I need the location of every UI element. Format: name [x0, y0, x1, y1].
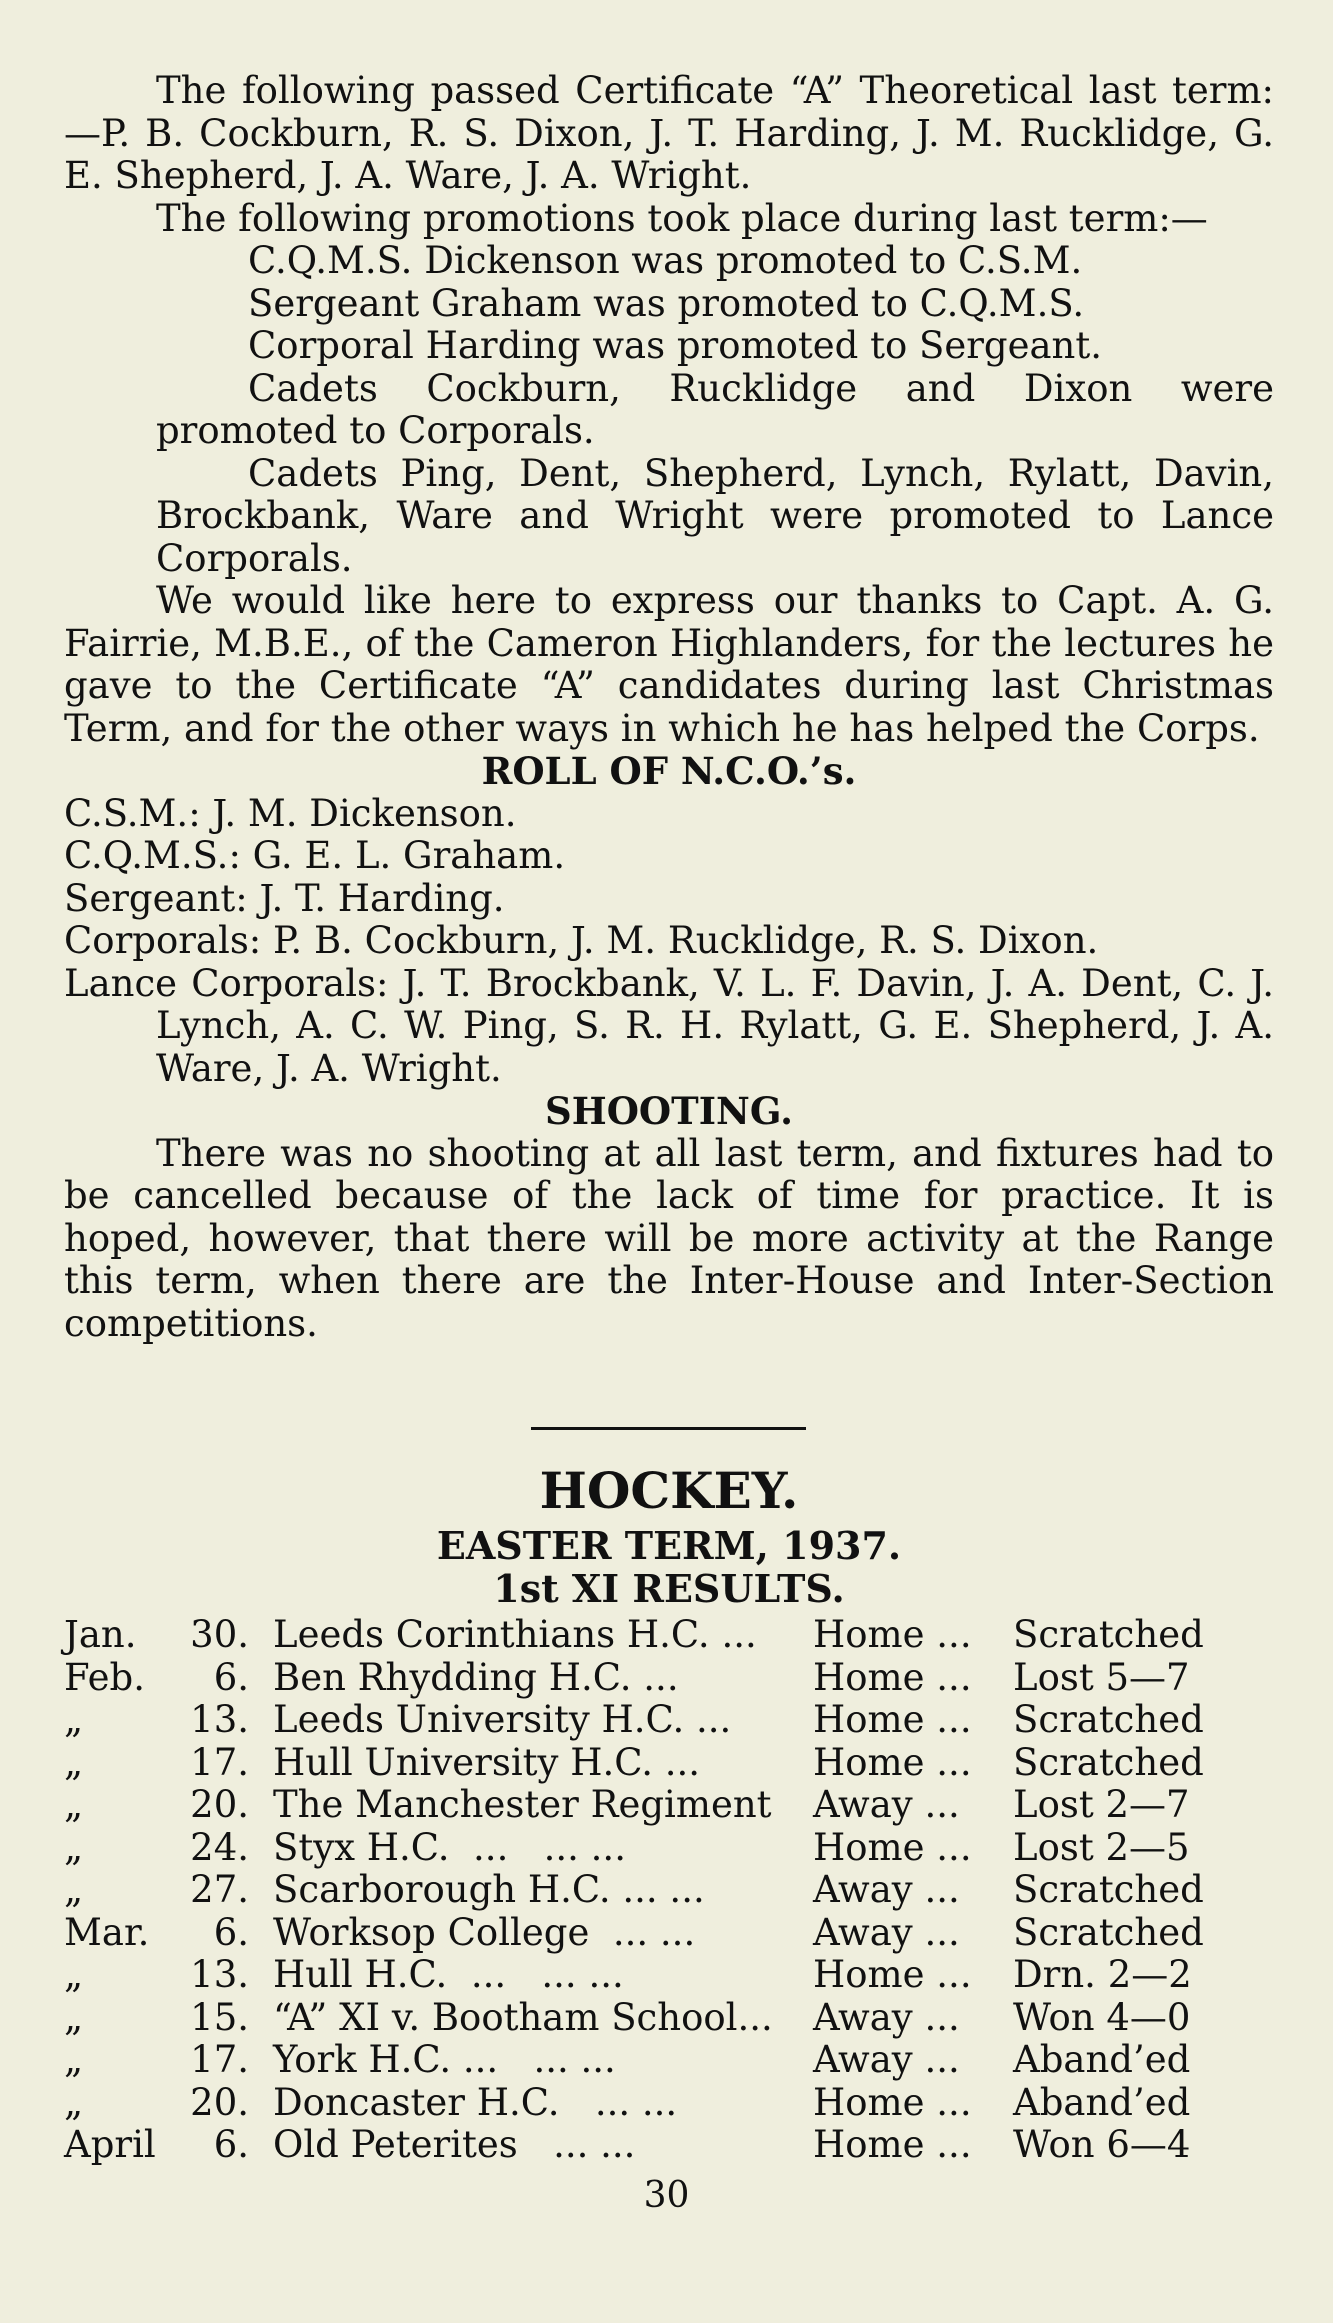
- roll-entry: C.S.M.: J. M. Dickenson.: [64, 791, 517, 835]
- result-day: 30.: [190, 1613, 249, 1656]
- result-row: [64, 1912, 1273, 1955]
- opponent-name: Scarborough H.C. ...: [273, 1868, 658, 1911]
- result-venue: [813, 1742, 1013, 1785]
- result-venue: [813, 2039, 1013, 2082]
- roll-entry: C.Q.M.S.: G. E. L. Graham.: [64, 834, 566, 877]
- leader-dots: ...: [912, 2038, 960, 2081]
- result-outcome: Scratched: [1013, 1868, 1204, 1911]
- result-opponent: [273, 1997, 813, 2040]
- leader-dots: ...: [924, 1825, 972, 1869]
- leader-dots: ...: [631, 1655, 679, 1699]
- result-month: „: [64, 1698, 84, 1741]
- result-month: „: [64, 1953, 84, 1996]
- venue-name: Away: [813, 1910, 913, 1954]
- opponent-name: Leeds Corinthians H.C.: [273, 1613, 710, 1656]
- result-opponent: [273, 1954, 813, 1997]
- leader-dots: ...: [648, 1910, 696, 1954]
- result-month: „: [64, 1825, 84, 1869]
- hockey-term: EASTER TERM, 1937.: [436, 1523, 902, 1568]
- result-day: 20.: [190, 2080, 249, 2124]
- result-day: 20.: [190, 1783, 249, 1826]
- leader-dots: ...: [924, 2080, 972, 2124]
- result-month: Feb.: [64, 1655, 145, 1699]
- roll-entry: Lance Corporals: J. T. Brockbank, V. L. F. Davin, J. A. Dent, C. J. Lynch, A. C. W. Ping, S. R. H. Rylatt, G. E. Shepherd, J. A. Ware, J. A. Wright.: [64, 961, 1274, 1090]
- result-opponent: [273, 1784, 813, 1827]
- opponent-name: Doncaster H.C. ...: [273, 2080, 631, 2124]
- result-row: [64, 2124, 1273, 2167]
- leader-dots: ...: [924, 1698, 972, 1741]
- result-outcome: Scratched: [1013, 1698, 1204, 1741]
- leader-dots: ...: [924, 1655, 972, 1699]
- leader-dots: ...: [924, 1953, 972, 1996]
- result-day: 27.: [190, 1868, 249, 1911]
- thanks-paragraph: We would like here to express our thanks to Capt. A. G. Fairrie, M.B.E., of the Cameron Highlanders, for the lectures he gave to the Certificate “A” candidates during last Christmas Term, and for the other ways in which he has helped the Corps.: [64, 579, 1274, 750]
- result-opponent: [273, 1827, 813, 1870]
- shooting-paragraph: There was no shooting at all last term, and fixtures had to be cancelled because of the lack of time for practice. It is hoped, however, that there will be more activity at the Range this term, when there are the Inter-House and Inter-Section competitions.: [64, 1131, 1274, 1345]
- venue-name: Home: [813, 1740, 925, 1784]
- result-venue: [813, 2124, 1013, 2167]
- result-outcome: Aband’ed: [1013, 2038, 1191, 2081]
- venue-name: Home: [813, 1953, 925, 1996]
- hockey-title: HOCKEY.: [539, 1461, 799, 1520]
- leader-dots: ...: [709, 1613, 757, 1656]
- result-row: [64, 1614, 1273, 1657]
- result-opponent: [273, 2124, 813, 2167]
- result-day: 15.: [190, 1995, 249, 2039]
- result-outcome: Aband’ed: [1013, 2080, 1191, 2124]
- venue-name: Home: [813, 1613, 925, 1656]
- result-month: „: [64, 2080, 84, 2124]
- venue-name: Home: [813, 1655, 925, 1699]
- result-outcome: Drn. 2—2: [1013, 1953, 1192, 1996]
- venue-name: Away: [813, 1995, 913, 2039]
- result-month: „: [64, 1868, 84, 1911]
- opponent-name: Hull H.C. ... ...: [273, 1953, 577, 1996]
- venue-name: Away: [813, 2038, 913, 2081]
- opponent-name: Ben Rhydding H.C.: [273, 1655, 632, 1699]
- result-row: [64, 2082, 1273, 2125]
- result-venue: [813, 1997, 1013, 2040]
- venue-name: Away: [813, 1868, 913, 1911]
- promotion-line: Corporal Harding was promoted to Sergeant.: [248, 324, 1103, 367]
- result-row: [64, 1742, 1273, 1785]
- leader-dots: ...: [630, 2080, 678, 2124]
- result-row: [64, 2039, 1273, 2082]
- result-venue: [813, 1614, 1013, 1657]
- hockey-section: [64, 1458, 1274, 2167]
- result-opponent: [273, 1699, 813, 1742]
- result-outcome: Won 4—0: [1013, 1995, 1191, 2039]
- result-row: [64, 1657, 1273, 1700]
- result-row: [64, 1827, 1273, 1870]
- result-month: Jan.: [64, 1613, 137, 1656]
- venue-name: Away: [813, 1783, 913, 1826]
- promotions-intro: The following promotions took place during last term:—: [156, 196, 1208, 240]
- leader-dots: ...: [924, 1613, 972, 1656]
- result-outcome: Scratched: [1013, 1910, 1204, 1954]
- result-opponent: [273, 1614, 813, 1657]
- result-day: 6.: [213, 1655, 249, 1699]
- result-venue: [813, 1784, 1013, 1827]
- page-number: 30: [643, 2175, 690, 2216]
- opponent-name: Old Peterites ...: [273, 2123, 589, 2166]
- venue-name: Home: [813, 2080, 925, 2124]
- promotion-line: C.Q.M.S. Dickenson was promoted to C.S.M.: [248, 239, 1083, 282]
- section-divider: [531, 1427, 806, 1430]
- result-month: „: [64, 1740, 84, 1784]
- result-month: Mar.: [64, 1910, 150, 1954]
- leader-dots: ...: [912, 1783, 960, 1826]
- result-venue: [813, 2082, 1013, 2125]
- leader-dots: ...: [588, 2123, 636, 2166]
- result-day: 13.: [190, 1953, 249, 1996]
- result-opponent: [273, 1869, 813, 1912]
- result-row: [64, 1869, 1273, 1912]
- result-month: „: [64, 2038, 84, 2081]
- result-day: 24.: [190, 1825, 249, 1869]
- result-day: 13.: [190, 1698, 249, 1741]
- result-venue: [813, 1827, 1013, 1870]
- leader-dots: ...: [578, 1825, 626, 1869]
- result-outcome: Lost 2—7: [1013, 1783, 1190, 1826]
- result-venue: [813, 1657, 1013, 1700]
- result-month: April: [64, 2123, 156, 2166]
- certificate-paragraph: The following passed Certificate “A” Theoretical last term:—P. B. Cockburn, R. S. Dixon, J. T. Harding, J. M. Rucklidge, G. E. Shepherd, J. A. Ware, J. A. Wright.: [64, 69, 1274, 197]
- leader-dots: ...: [924, 2123, 972, 2166]
- venue-name: Home: [813, 1698, 925, 1741]
- result-opponent: [273, 1742, 813, 1785]
- leader-dots: ...: [576, 1953, 624, 1996]
- roll-entry: Sergeant: J. T. Harding.: [64, 876, 505, 920]
- result-outcome: Lost 5—7: [1013, 1655, 1190, 1699]
- result-row: [64, 1954, 1273, 1997]
- promotion-cadets-2: Cadets Ping, Dent, Shepherd, Lynch, Rylatt, Davin, Brockbank, Ware and Wright were promoted to Lance Corporals.: [156, 451, 1274, 580]
- result-row: [64, 1784, 1273, 1827]
- result-venue: [813, 1699, 1013, 1742]
- leader-dots: ...: [684, 1698, 732, 1741]
- result-outcome: Won 6—4: [1013, 2123, 1191, 2166]
- result-day: 17.: [190, 2038, 249, 2081]
- opponent-name: Worksop College ...: [273, 1910, 649, 1954]
- leader-dots: ...: [737, 1995, 773, 2039]
- promotion-line: Sergeant Graham was promoted to C.Q.M.S.: [248, 281, 1085, 325]
- roll-entry: Corporals: P. B. Cockburn, J. M. Rucklidge, R. S. Dixon.: [64, 919, 1099, 962]
- body-text: [64, 70, 1274, 1345]
- result-venue: [813, 1869, 1013, 1912]
- result-outcome: Scratched: [1013, 1613, 1204, 1656]
- opponent-name: Hull University H.C.: [273, 1740, 653, 1784]
- leader-dots: ...: [912, 1910, 960, 1954]
- result-row: [64, 1699, 1273, 1742]
- result-venue: [813, 1912, 1013, 1955]
- results-table: [64, 1614, 1273, 2167]
- result-opponent: [273, 2039, 813, 2082]
- result-month: „: [64, 1783, 84, 1826]
- venue-name: Home: [813, 1825, 925, 1869]
- result-opponent: [273, 1657, 813, 1700]
- leader-dots: ...: [924, 1740, 972, 1784]
- leader-dots: ...: [568, 2038, 616, 2081]
- leader-dots: ...: [657, 1868, 705, 1911]
- result-opponent: [273, 1912, 813, 1955]
- result-outcome: Scratched: [1013, 1740, 1204, 1784]
- roll-heading: ROLL OF N.C.O.’s.: [481, 749, 857, 793]
- result-opponent: [273, 2082, 813, 2125]
- opponent-name: Styx H.C. ... ...: [273, 1825, 579, 1869]
- shooting-heading: SHOOTING.: [545, 1089, 793, 1133]
- opponent-name: “A” XI v. Bootham School: [273, 1995, 738, 2039]
- result-outcome: Lost 2—5: [1013, 1825, 1190, 1869]
- leader-dots: ...: [653, 1740, 701, 1784]
- opponent-name: Leeds University H.C.: [273, 1698, 685, 1741]
- result-day: 6.: [213, 1910, 249, 1954]
- result-venue: [813, 1954, 1013, 1997]
- opponent-name: The Manchester Regiment: [273, 1783, 772, 1826]
- result-day: 6.: [213, 2123, 249, 2166]
- hockey-subtitle: 1st XI RESULTS.: [493, 1566, 845, 1611]
- opponent-name: York H.C. ... ...: [273, 2038, 569, 2081]
- result-day: 17.: [190, 1740, 249, 1784]
- venue-name: Home: [813, 2123, 925, 2166]
- result-row: [64, 1997, 1273, 2040]
- leader-dots: ...: [912, 1868, 960, 1911]
- leader-dots: ...: [912, 1995, 960, 2039]
- promotion-cadets-1: Cadets Cockburn, Rucklidge and Dixon were promoted to Corporals.: [156, 366, 1274, 452]
- result-month: „: [64, 1995, 84, 2039]
